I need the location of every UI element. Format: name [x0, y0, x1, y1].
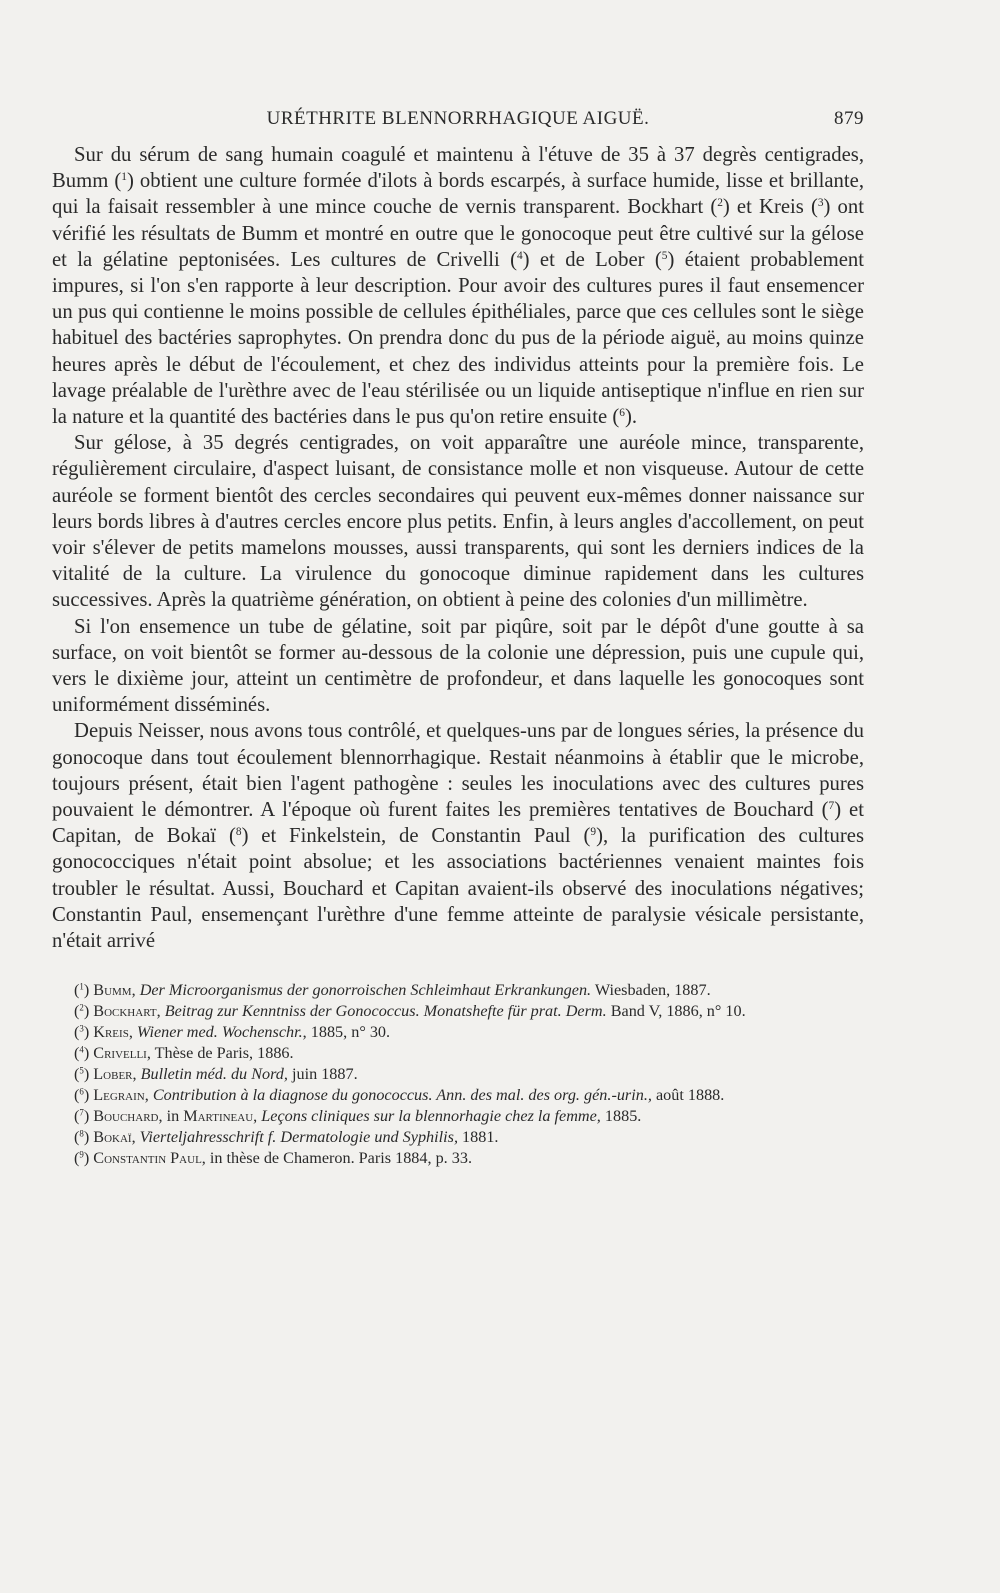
footnote: ($^6$) Legrain, Contribution à la diagnose du gonococcus. Ann. des mal. des org. gén.-urin., août 1888. — [74, 1086, 725, 1105]
footnote: ($^8$) Bokaï, Vierteljahresschrift f. Dermatologie und Syphilis, 1881. — [74, 1128, 499, 1147]
footnote-text: , — [144, 1086, 153, 1105]
footnote-author: Kreis — [93, 1023, 129, 1042]
paragraph-text: ) et Finkelstein, de Constantin Paul ( — [241, 825, 591, 848]
footnote-text: Vierteljahresschrift f. Dermatologie und Syphilis, — [139, 1128, 458, 1147]
footnote-text: Beitrag zur Kenntniss der Gonococcus. Monatshefte für prat. Derm. — [164, 1002, 607, 1021]
footnote-text: , Thèse de Paris, 1886. — [146, 1044, 294, 1063]
page-number: 879 — [834, 108, 864, 129]
footnote: ($^7$) Bouchard, in Martineau, Leçons cliniques sur la blennorhagie chez la femme, 1885. — [74, 1107, 642, 1126]
running-title: URÉTHRITE BLENNORRHAGIQUE AIGUË. — [266, 108, 650, 129]
footnote-ref: 2 — [717, 197, 723, 210]
footnote-number: 9 — [79, 1149, 84, 1160]
footnote-text: Contribution à la diagnose du gonococcus. Ann. des mal. des org. gén.-urin., — [152, 1086, 652, 1105]
footnote-text: , — [131, 1128, 140, 1147]
footnote-ref: 5 — [661, 249, 668, 262]
footnote-text: , — [156, 1002, 165, 1021]
footnote-text: Bulletin méd. du Nord, — [140, 1065, 288, 1084]
footnote: ($^3$) Kreis, Wiener med. Wochenschr., 1885, n° 30. — [74, 1023, 391, 1042]
footnote-number: 3 — [79, 1023, 84, 1034]
footnote-author: Legrain — [93, 1086, 145, 1105]
paragraph — [52, 718, 864, 954]
footnote-text: Leçons cliniques sur la blennorhagie chez la femme, — [261, 1107, 601, 1126]
paragraph-text: ), la purification des cultures gonococciques n'était point absolue; et les associations bactériennes venaient maintes fois troubler le résultat. Aussi, Bouchard et Capitan avaient-ils observé des inoculations négatives; Constantin Paul, ensemençant l'urèthre d'une femme atteinte de paralysie vésicale persistante, n'était arrivé — [52, 825, 865, 953]
footnote: ($^2$) Bockhart, Beitrag zur Kenntniss der Gonococcus. Monatshefte für prat. Derm. Band V, 1886, n° 10. — [74, 1002, 746, 1021]
footnote-author: Bumm — [93, 981, 132, 1000]
footnote-text: , — [253, 1107, 262, 1126]
footnote-text: Wiesbaden, 1887. — [591, 981, 711, 1000]
footnote: ($^5$) Lober, Bulletin méd. du Nord, juin 1887. — [74, 1065, 358, 1084]
footnote-text: , in — [158, 1107, 184, 1126]
paragraph-text: Si l'on ensemence un tube de gélatine, soit par piqûre, soit par le dépôt d'une goutte à sa surface, on voit bientôt se former au-dessous de la colonie une dépression, puis une cupule qui, vers le dixième jour, atteint un centimètre de profondeur, et dans laquelle les gonocoques sont uniformément disséminés. — [52, 615, 864, 717]
page-header — [52, 108, 864, 136]
paragraph-text: ). — [624, 406, 637, 429]
footnote: ($^9$) Constantin Paul, in thèse de Chameron. Paris 1884, p. 33. — [74, 1149, 472, 1168]
footnote-text: 1881. — [458, 1128, 499, 1147]
footnote-number: 8 — [79, 1128, 84, 1139]
paragraph-text: ) et Kreis ( — [722, 196, 818, 219]
footnote-number: 5 — [79, 1065, 84, 1076]
paragraph-text: ) et de Lober ( — [522, 248, 662, 271]
footnote-text: août 1888. — [651, 1086, 725, 1105]
paragraph-text: Sur du sérum de sang humain coagulé et maintenu à l'étuve de 35 à 37 degrès centigrades, Bumm ( — [52, 144, 864, 193]
footnote-author: Bokaï — [93, 1128, 132, 1147]
footnote-author: Crivelli — [93, 1044, 147, 1063]
paragraph-text: ) étaient probablement impures, si l'on s'en rapporte à leur description. Pour avoir des cultures pures il faut ensemencer un pus qui contienne le moins possible de cellules épithéliales, parce que ces cellules sont le siège habituel des bactéries saprophytes. On prendra donc du pus de la période aiguë, au moins quinze heures après le début de l'écoulement, et chez des individus atteints pour la première fois. Le lavage préalable de l'urèthre avec de l'eau stérilisée ou un liquide antiseptique n'influe en rien sur la nature et la quantité des bactéries dans le pus qu'on retire ensuite ( — [52, 248, 864, 429]
footnote-ref: 7 — [828, 800, 835, 813]
paragraph-text: Sur gélose, à 35 degrés centigrades, on voit apparaître une auréole mince, transparente, régulièrement circulaire, d'aspect luisant, de consistance molle et non visqueuse. Autour de cette auréole se forment bientôt des cercles secondaires qui peuvent eux-mêmes donner naissance sur leurs bords libres à d'autres cercles encore plus petits. Enfin, à leurs angles d'accollement, on peut voir s'élever de petits mamelons mousses, aussi transparents, qui sont les derniers indices de la vitalité de la culture. La virulence du gonocoque diminue rapidement dans les cultures successives. Après la quatrième génération, on obtient à peine des colonies d'un millimètre. — [52, 432, 864, 612]
footnote-number: 2 — [79, 1002, 84, 1013]
footnote-number: 1 — [79, 981, 84, 992]
footnote-ref: 8 — [235, 826, 242, 839]
footnote-text: , — [128, 1023, 137, 1042]
footnote-text: 1885. — [600, 1107, 642, 1126]
footnote-ref: 9 — [590, 826, 597, 839]
paragraph — [52, 430, 864, 613]
paragraph — [52, 142, 864, 430]
footnote-text: , in thèse de Chameron. Paris 1884, p. 33. — [201, 1149, 472, 1168]
footnote-author: Bouchard — [93, 1107, 159, 1126]
footnote-number: 7 — [79, 1107, 84, 1118]
footnote: ($^1$) Bumm, Der Microorganismus der gonorroischen Schleimhaut Erkrankungen. Wiesbaden, 1887. — [74, 981, 711, 1000]
footnote-ref: 6 — [619, 407, 625, 420]
footnote-text: Wiener med. Wochenschr. — [136, 1023, 303, 1042]
footnote-author: Martineau — [183, 1107, 254, 1126]
footnote-text: , — [131, 981, 140, 1000]
footnotes — [52, 980, 864, 1169]
footnote-text: , — [132, 1065, 141, 1084]
footnote-ref: 3 — [817, 197, 824, 210]
paragraph — [52, 614, 864, 719]
footnote-text: , 1885, n° 30. — [302, 1023, 391, 1042]
footnote-number: 4 — [79, 1044, 84, 1055]
footnote-ref: 4 — [516, 249, 523, 262]
footnote-author: Lober — [93, 1065, 133, 1084]
paragraph-text: ) ont vérifié les résultats de Bumm et montré en outre que le gonocoque peut être cultivé sur la gélose et la gélatine peptonisées. Les cultures de Crivelli ( — [52, 196, 864, 271]
footnote-text: juin 1887. — [287, 1065, 358, 1084]
paragraph-text: ) obtient une culture formée d'ilots à bords escarpés, à surface humide, lisse et brillante, qui la faisait ressembler à une mince couche de vernis transparent. Bockhart ( — [52, 170, 865, 219]
footnote-text: Der Microorganismus der gonorroischen Schleimhaut Erkrankungen. — [139, 981, 592, 1000]
footnote-text: Band V, 1886, n° 10. — [606, 1002, 746, 1021]
footnote-author: Bockhart — [93, 1002, 157, 1021]
paragraph-text: Depuis Neisser, nous avons tous contrôlé, et quelques-uns par de longues séries, la présence du gonocoque dans tout écoulement blennorrhagique. Restait néanmoins à établir que le microbe, toujours présent, était bien l'agent pathogène : seules les inoculations avec des cultures pures pouvaient le démontrer. A l'époque où furent faites les premières tentatives de Bouchard ( — [52, 720, 864, 822]
footnote-number: 6 — [79, 1086, 84, 1097]
paragraph-text: ) et Capitan, de Bokaï ( — [52, 799, 864, 848]
footnote-author: Constantin Paul — [93, 1149, 202, 1168]
body-text — [52, 142, 864, 954]
footnote: ($^4$) Crivelli, Thèse de Paris, 1886. — [74, 1044, 294, 1063]
footnote-ref: 1 — [121, 171, 127, 184]
